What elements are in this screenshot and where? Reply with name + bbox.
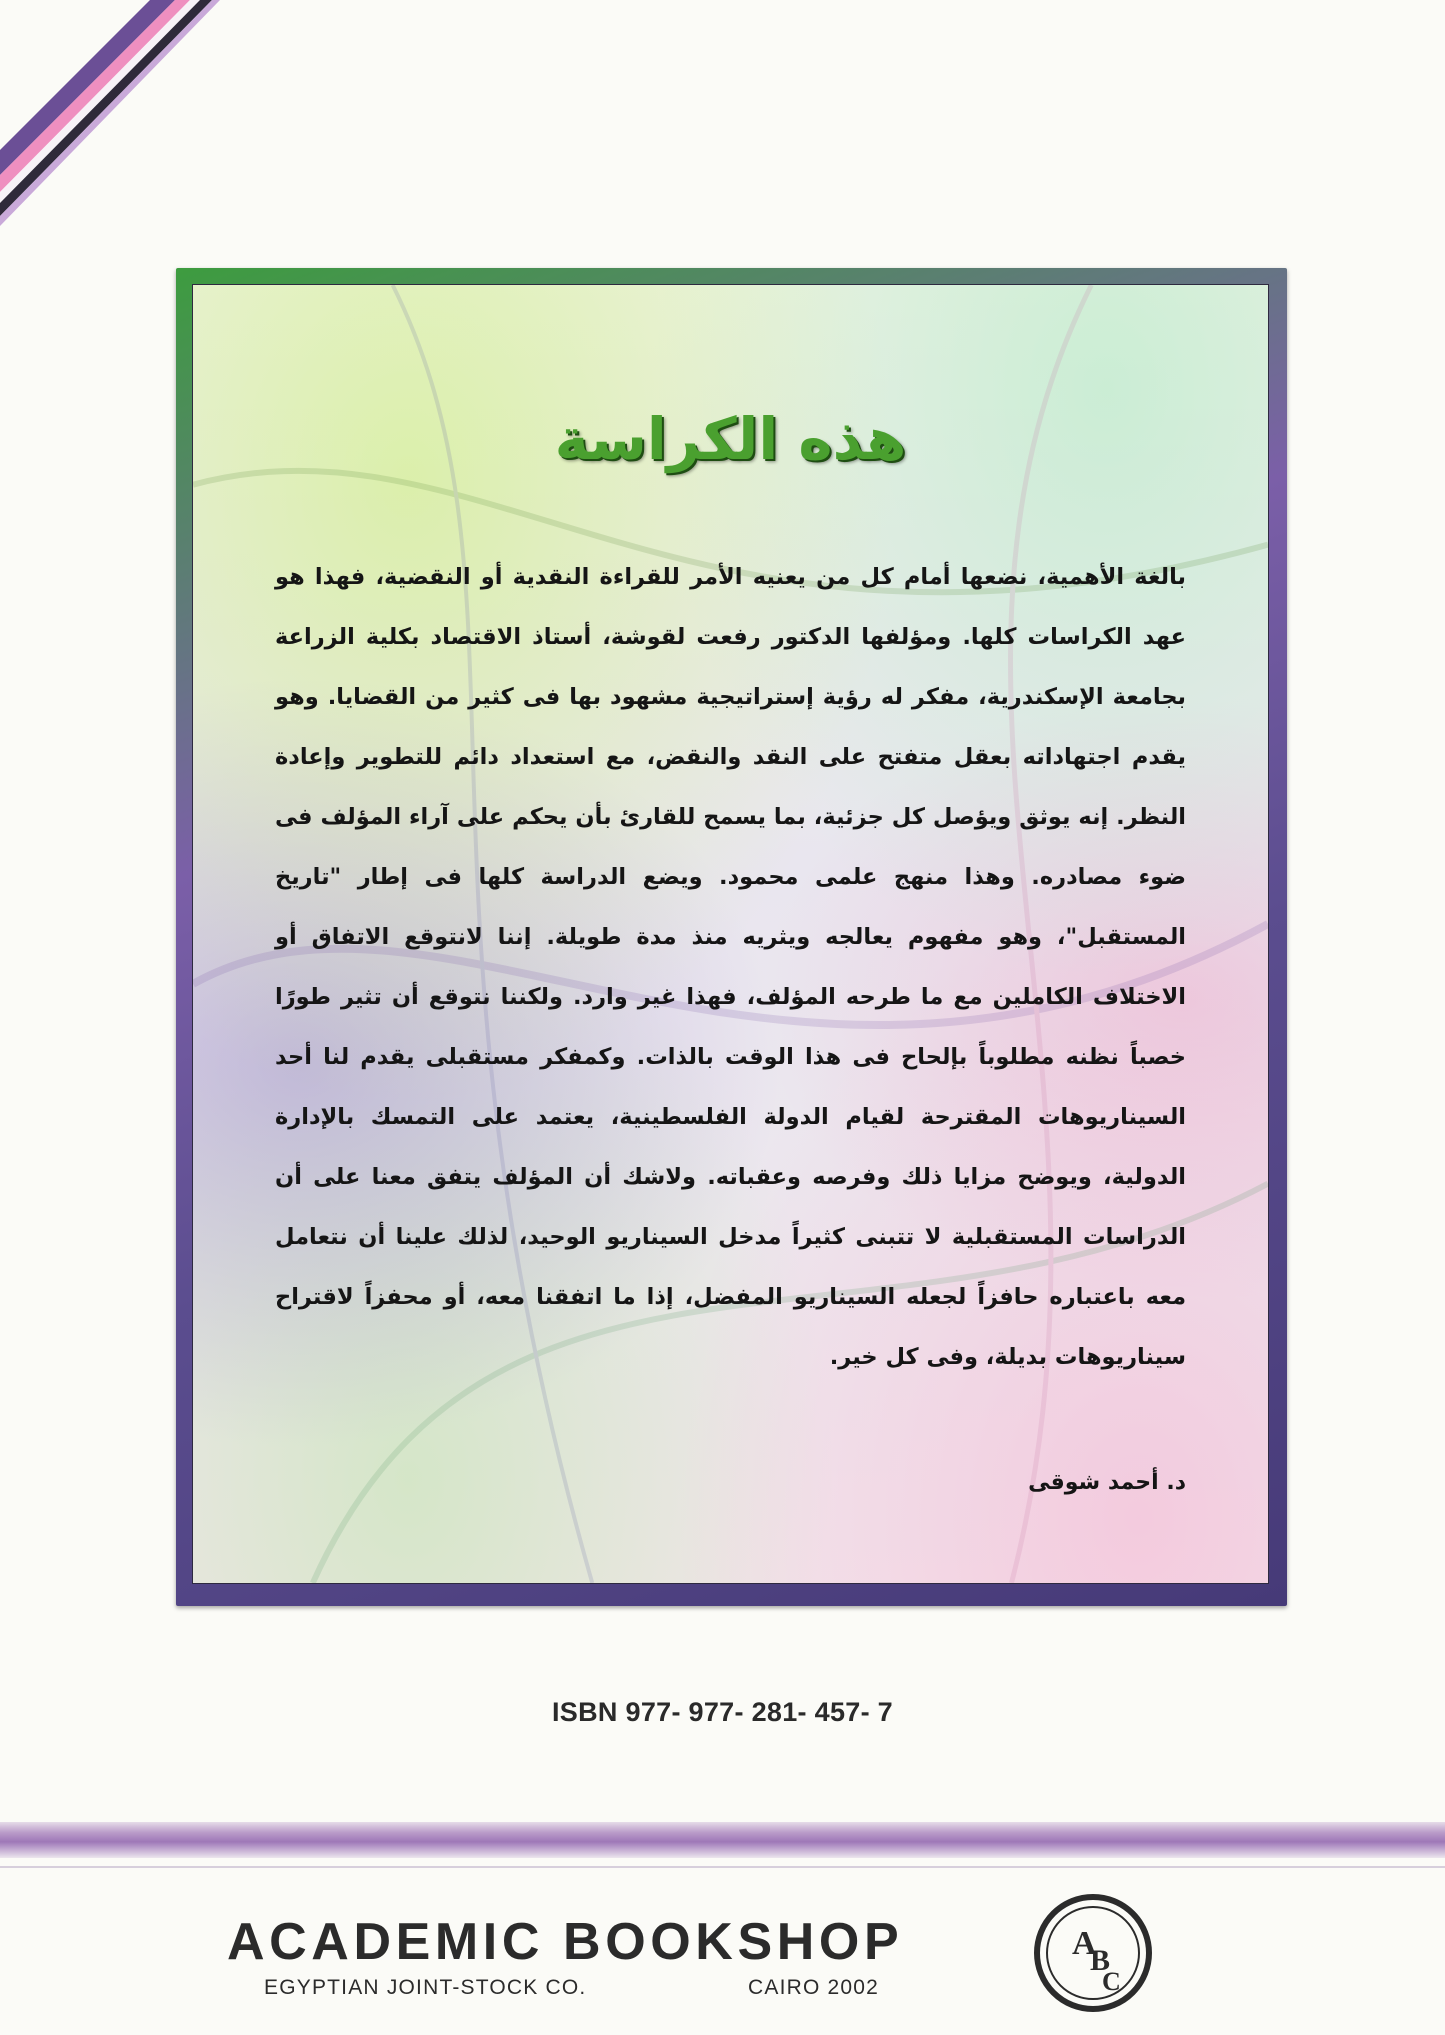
panel-paragraph: بالغة الأهمية، نضعها أمام كل من يعنيه الأمر للقراءة النقدية أو النقضية، فهذا هو عهد الكراسات كلها. ومؤلفها الدكتور رفعت لقوشة، أستاذ الاقتصاد بكلية الزراعة بجامعة الإسكندرية، مفكر له رؤية إستراتيجية مشهود بها فى كثير من القضايا. وهو يقدم اجتهاداته بعقل متفتح على النقد والنقض، مع استعداد دائم للتطوير وإعادة النظر. إنه يوثق ويؤصل كل جزئية، بما يسمح للقارئ بأن يحكم على آراء المؤلف فى ضوء مصادره. وهذا منهج علمى محمود. ويضع الدراسة كلها فى إطار "تاريخ المستقبل"، وهو مفهوم يعالجه ويثريه منذ مدة طويلة. إننا لانتوقع الاتفاق أو الاختلاف الكاملين مع ما طرحه المؤلف، فهذا غير وارد. ولكننا نتوقع أن تثير طورًا خصباً نظنه مطلوباً بإلحاح فى هذا الوقت بالذات. وكمفكر مستقبلى يقدم لنا أحد السيناريوهات المقترحة لقيام الدولة الفلسطينية، يعتمد على التمسك بالإدارة الدولية، ويوضح مزايا ذلك وفرصه وعقباته. ولاشك أن المؤلف يتفق معنا على أن الدراسات المستقبلية لا تتبنى كثيراً مدخل السيناريو الوحيد، لذلك علينا أن نتعامل معه باعتباره حافزاً لجعله السيناريو المفضل، إذا ما اتفقنا معه، أو محفزاً لاقتراح سيناريوهات بديلة، وفى كل خير. <box>275 564 1186 1370</box>
publisher-name: ACADEMIC BOOKSHOP <box>227 1913 904 1971</box>
publisher-company: EGYPTIAN JOINT-STOCK CO. <box>264 1976 587 1999</box>
publisher-logo-icon <box>1032 1892 1154 2014</box>
logo-letter-b: B <box>1090 1944 1111 1977</box>
purple-band <box>0 1822 1445 1858</box>
logo-letter-a: A <box>1072 1925 1097 1962</box>
publisher-city-year: CAIRO 2002 <box>748 1976 880 1999</box>
text-panel <box>192 284 1269 1584</box>
panel-signature: د. أحمد شوقى <box>1028 1470 1186 1495</box>
isbn-number: ISBN 977- 977- 281- 457- 7 <box>552 1697 893 1727</box>
text-panel-frame <box>176 268 1287 1606</box>
panel-title: هذه الكراسة <box>554 405 907 473</box>
corner-stripes-decoration <box>0 0 220 240</box>
band-divider <box>0 1866 1445 1868</box>
logo-letter-c: C <box>1102 1967 1121 1996</box>
